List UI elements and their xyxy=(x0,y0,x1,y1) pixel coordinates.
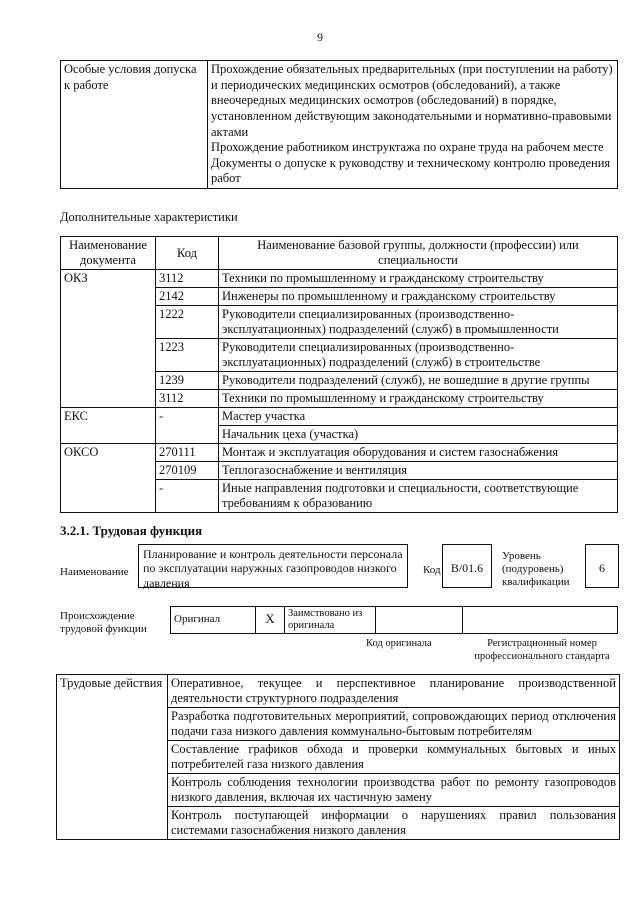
row-code: 1222 xyxy=(156,306,219,339)
special-conditions-label: Особые условия допуска к работе xyxy=(61,61,208,189)
header-name: Наименование базовой группы, должности (профессии) или специальности xyxy=(219,237,618,270)
table-row xyxy=(61,408,618,426)
function-code-label: Код xyxy=(423,564,441,576)
page-number: 9 xyxy=(317,30,323,44)
row-name: Начальник цеха (участка) xyxy=(219,426,618,444)
function-level-box: 6 xyxy=(585,544,619,588)
doc-okso: ОКСО xyxy=(61,444,156,513)
row-name: Монтаж и эксплуатация оборудования и систем газоснабжения xyxy=(219,444,618,462)
reg-number-cell xyxy=(463,607,618,634)
borrowed-label: Заимствовано из оригинала xyxy=(285,607,376,634)
header-doc: Наименование документа xyxy=(61,237,156,270)
row-code: 270111 xyxy=(156,444,219,462)
function-name-box: Планирование и контроль деятельности персонала по эксплуатации наружных газопроводов низкого давления xyxy=(138,544,408,588)
function-heading: 3.2.1. Трудовая функция xyxy=(60,523,203,538)
origin-table xyxy=(170,606,618,634)
row-code: 3112 xyxy=(156,390,219,408)
additional-table xyxy=(60,236,618,513)
table-row xyxy=(61,270,618,288)
header-code: Код xyxy=(156,237,219,270)
table-row xyxy=(57,675,620,708)
labor-action-item: Контроль соблюдения технологии производства работ по ремонту газопроводов низкого давления, включая их частичную замену xyxy=(168,774,620,807)
origin-label: Происхождение трудовой функции xyxy=(60,610,147,636)
labor-action-item: Контроль поступающей информации о нарушениях правил пользования системами газоснабжения низкого давления xyxy=(168,807,620,840)
labor-action-item: Оперативное, текущее и перспективное планирование производственной деятельности структурного подразделения xyxy=(168,675,620,708)
row-name: Руководители специализированных (производственно-эксплуатационных) подразделений (служб) в промышленности xyxy=(219,306,618,339)
row-code: 1239 xyxy=(156,372,219,390)
special-condition-item: Прохождение обязательных предварительных (при поступлении на работу) и периодических медицинских осмотров (обследований), а также внеочередных медицинских осмотров (обследований) в порядке, установленном действующим законодательными и нормативно-правовыми актами xyxy=(211,62,613,139)
special-condition-item: Прохождение работником инструктажа по охране труда на рабочем месте xyxy=(211,140,604,155)
function-code-box: B/01.6 xyxy=(442,544,492,588)
function-name-label: Наименование xyxy=(60,566,129,578)
row-name: Техники по промышленному и гражданскому строительству xyxy=(219,390,618,408)
function-level-label: Уровень (подуровень) квалификации xyxy=(502,550,570,589)
row-code: 3112 xyxy=(156,270,219,288)
row-name: Инженеры по промышленному и гражданскому строительству xyxy=(219,288,618,306)
row-name: Теплогазоснабжение и вентиляция xyxy=(219,462,618,480)
row-code: 2142 xyxy=(156,288,219,306)
labor-action-item: Составление графиков обхода и проверки коммунальных бытовых и иных потребителей газа низкого давления xyxy=(168,741,620,774)
row-code: 270109 xyxy=(156,462,219,480)
row-name: Мастер участка xyxy=(219,408,618,426)
special-condition-item: Документы о допуске к руководству и техническому контролю проведения работ xyxy=(211,155,611,186)
special-conditions-cell xyxy=(208,61,618,189)
row-code: - xyxy=(156,408,219,444)
row-code: 1223 xyxy=(156,339,219,372)
row-name: Руководители подразделений (служб), не вошедшие в другие группы xyxy=(219,372,618,390)
table-header-row xyxy=(61,237,618,270)
reg-number-caption: Регистрационный номер профессионального стандарта xyxy=(474,638,610,662)
doc-okz: ОКЗ xyxy=(61,270,156,408)
code-original-caption: Код оригинала xyxy=(366,638,432,649)
labor-actions-table xyxy=(56,674,620,840)
code-original-cell xyxy=(376,607,463,634)
row-name: Руководители специализированных (производственно-эксплуатационных) подразделений (служб) в строительстве xyxy=(219,339,618,372)
row-name: Иные направления подготовки и специальности, соответствующие требованиям к образованию xyxy=(219,480,618,513)
special-conditions-table xyxy=(60,60,618,189)
table-row xyxy=(61,444,618,462)
row-name: Техники по промышленному и гражданскому строительству xyxy=(219,270,618,288)
original-label: Оригинал xyxy=(171,607,256,634)
original-mark: X xyxy=(256,607,285,634)
additional-heading: Дополнительные характеристики xyxy=(60,210,238,224)
labor-actions-label: Трудовые действия xyxy=(57,675,168,840)
doc-eks: ЕКС xyxy=(61,408,156,444)
row-code: - xyxy=(156,480,219,513)
labor-action-item: Разработка подготовительных мероприятий, сопровождающих период отключения подачи газа низкого давления коммунально-бытовым потребителям xyxy=(168,708,620,741)
